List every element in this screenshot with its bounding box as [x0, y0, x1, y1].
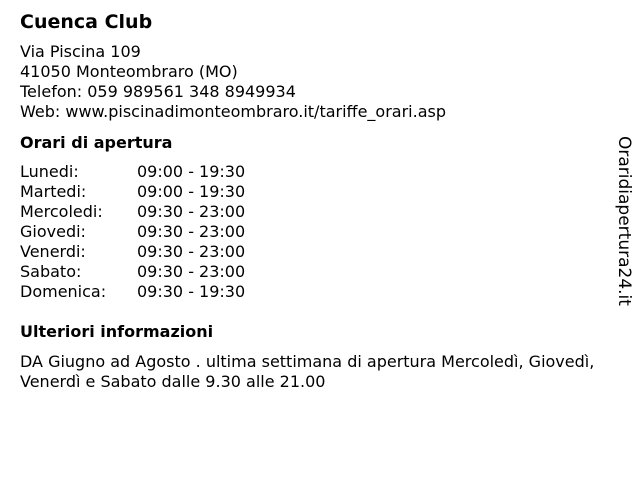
time-range: 09:00 - 19:30 [137, 182, 246, 201]
time-range: 09:00 - 19:30 [137, 162, 246, 181]
site-watermark: Oraridiapertura24.it [614, 136, 634, 306]
hours-row-friday [20, 242, 600, 262]
contact-block [20, 42, 600, 122]
hours-table [20, 162, 600, 302]
day-label: Sabato: [20, 262, 82, 281]
hours-row-sunday [20, 282, 600, 302]
time-range: 09:30 - 23:00 [137, 242, 246, 261]
hours-row-saturday [20, 262, 600, 282]
time-range: 09:30 - 23:00 [137, 202, 246, 221]
day-label: Giovedi: [20, 222, 86, 241]
day-label: Martedi: [20, 182, 87, 201]
time-range: 09:30 - 23:00 [137, 222, 246, 241]
day-label: Venerdi: [20, 242, 86, 261]
business-card [20, 10, 600, 392]
website-text: Web: www.piscinadimonteombraro.it/tariffe_orari.asp [20, 102, 446, 121]
hours-row-thursday [20, 222, 600, 242]
hours-row-tuesday [20, 182, 600, 202]
hours-row-wednesday [20, 202, 600, 222]
day-label: Domenica: [20, 282, 107, 301]
hours-row-monday [20, 162, 600, 182]
phone-text: Telefon: 059 989561 348 8949934 [20, 82, 296, 101]
time-range: 09:30 - 23:00 [137, 262, 246, 281]
time-range: 09:30 - 19:30 [137, 282, 246, 301]
address-street: Via Piscina 109 [20, 42, 141, 61]
hours-heading: Orari di apertura [20, 133, 173, 152]
address-city: 41050 Monteombraro (MO) [20, 62, 238, 81]
info-heading: Ulteriori informazioni [20, 322, 214, 341]
day-label: Mercoledi: [20, 202, 103, 221]
business-name: Cuenca Club [20, 11, 153, 33]
day-label: Lunedi: [20, 162, 79, 181]
info-text: DA Giugno ad Agosto . ultima settimana di apertura Mercoledì, Giovedì, Venerdì e Sabato dalle 9.30 alle 21.00 [20, 352, 595, 391]
